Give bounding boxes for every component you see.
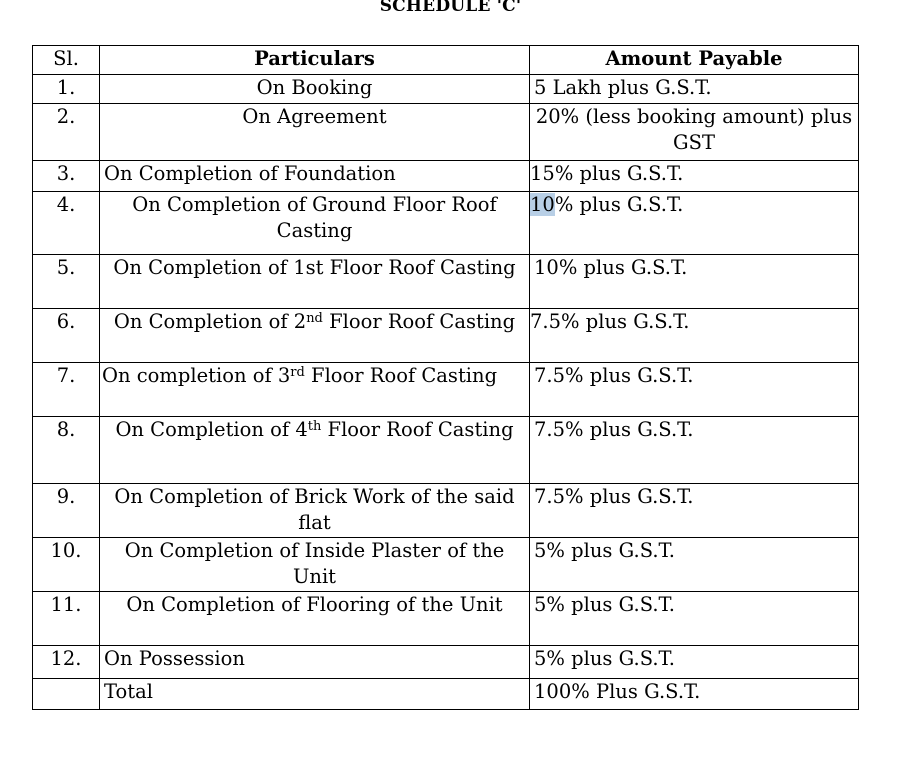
cell-particulars: On Completion of Flooring of the Unit	[100, 592, 530, 646]
table-row	[33, 646, 859, 679]
header-particulars: Particulars	[100, 46, 530, 75]
cell-amount: 5% plus G.S.T.	[530, 538, 859, 592]
cell-particulars	[100, 417, 530, 484]
cell-particulars: On Completion of Brick Work of the said flat	[100, 484, 530, 538]
cell-particulars: On Possession	[100, 646, 530, 679]
cell-amount: 7.5% plus G.S.T.	[530, 363, 859, 417]
page-title: SCHEDULE 'C'	[379, 0, 522, 16]
table-row	[33, 192, 859, 255]
cell-sl: 7.	[33, 363, 100, 417]
cell-amount: 15% plus G.S.T.	[530, 161, 859, 192]
ordinal-suffix: th	[307, 419, 322, 434]
selection-highlight: 10	[530, 193, 555, 216]
cell-particulars	[100, 309, 530, 363]
cell-total-label: Total	[100, 679, 530, 710]
cell-amount: 7.5% plus G.S.T.	[530, 309, 859, 363]
cell-amount: 5% plus G.S.T.	[530, 592, 859, 646]
table-row	[33, 417, 859, 484]
table-row	[33, 104, 859, 161]
cell-particulars: On Booking	[100, 75, 530, 104]
table-row	[33, 75, 859, 104]
table-row	[33, 484, 859, 538]
cell-amount: 10% plus G.S.T.	[530, 255, 859, 309]
particulars-text: On Completion of 2	[113, 310, 307, 333]
table-row	[33, 161, 859, 192]
cell-amount: 5% plus G.S.T.	[530, 646, 859, 679]
cell-total-amount: 100% Plus G.S.T.	[530, 679, 859, 710]
table-row	[33, 309, 859, 363]
payment-schedule-table	[32, 45, 859, 710]
table-row	[33, 363, 859, 417]
cell-sl: 2.	[33, 104, 100, 161]
cell-particulars: On Completion of Inside Plaster of the Unit	[100, 538, 530, 592]
cell-sl: 10.	[33, 538, 100, 592]
cell-sl	[33, 679, 100, 710]
particulars-text: Floor Roof Casting	[304, 364, 498, 387]
cell-particulars	[100, 363, 530, 417]
cell-amount: 7.5% plus G.S.T.	[530, 484, 859, 538]
cell-amount: 5 Lakh plus G.S.T.	[530, 75, 859, 104]
cell-sl: 12.	[33, 646, 100, 679]
table-row	[33, 538, 859, 592]
cell-particulars: On Completion of 1st Floor Roof Casting	[100, 255, 530, 309]
header-amount: Amount Payable	[530, 46, 859, 75]
cell-sl: 1.	[33, 75, 100, 104]
cell-sl: 5.	[33, 255, 100, 309]
table-row	[33, 255, 859, 309]
cell-sl: 3.	[33, 161, 100, 192]
cell-amount: 20% (less booking amount) plus GST	[530, 104, 859, 161]
cell-particulars: On Completion of Foundation	[100, 161, 530, 192]
particulars-text: On completion of 3	[102, 364, 291, 387]
cell-sl: 4.	[33, 192, 100, 255]
table-row	[33, 592, 859, 646]
table-total-row	[33, 679, 859, 710]
ordinal-suffix: nd	[306, 311, 323, 326]
table-header-row	[33, 46, 859, 75]
cell-amount: 7.5% plus G.S.T.	[530, 417, 859, 484]
cell-particulars: On Completion of Ground Floor Roof Casting	[100, 192, 530, 255]
particulars-text: On Completion of 4	[115, 418, 308, 441]
particulars-text: Floor Roof Casting	[321, 418, 514, 441]
cell-sl: 9.	[33, 484, 100, 538]
cell-amount-text: % plus G.S.T.	[554, 193, 684, 216]
cell-particulars: On Agreement	[100, 104, 530, 161]
cell-sl: 11.	[33, 592, 100, 646]
ordinal-suffix: rd	[290, 365, 305, 380]
particulars-text: Floor Roof Casting	[322, 310, 516, 333]
header-sl: Sl.	[33, 46, 100, 75]
cell-sl: 8.	[33, 417, 100, 484]
cell-sl: 6.	[33, 309, 100, 363]
cell-amount	[530, 192, 859, 255]
